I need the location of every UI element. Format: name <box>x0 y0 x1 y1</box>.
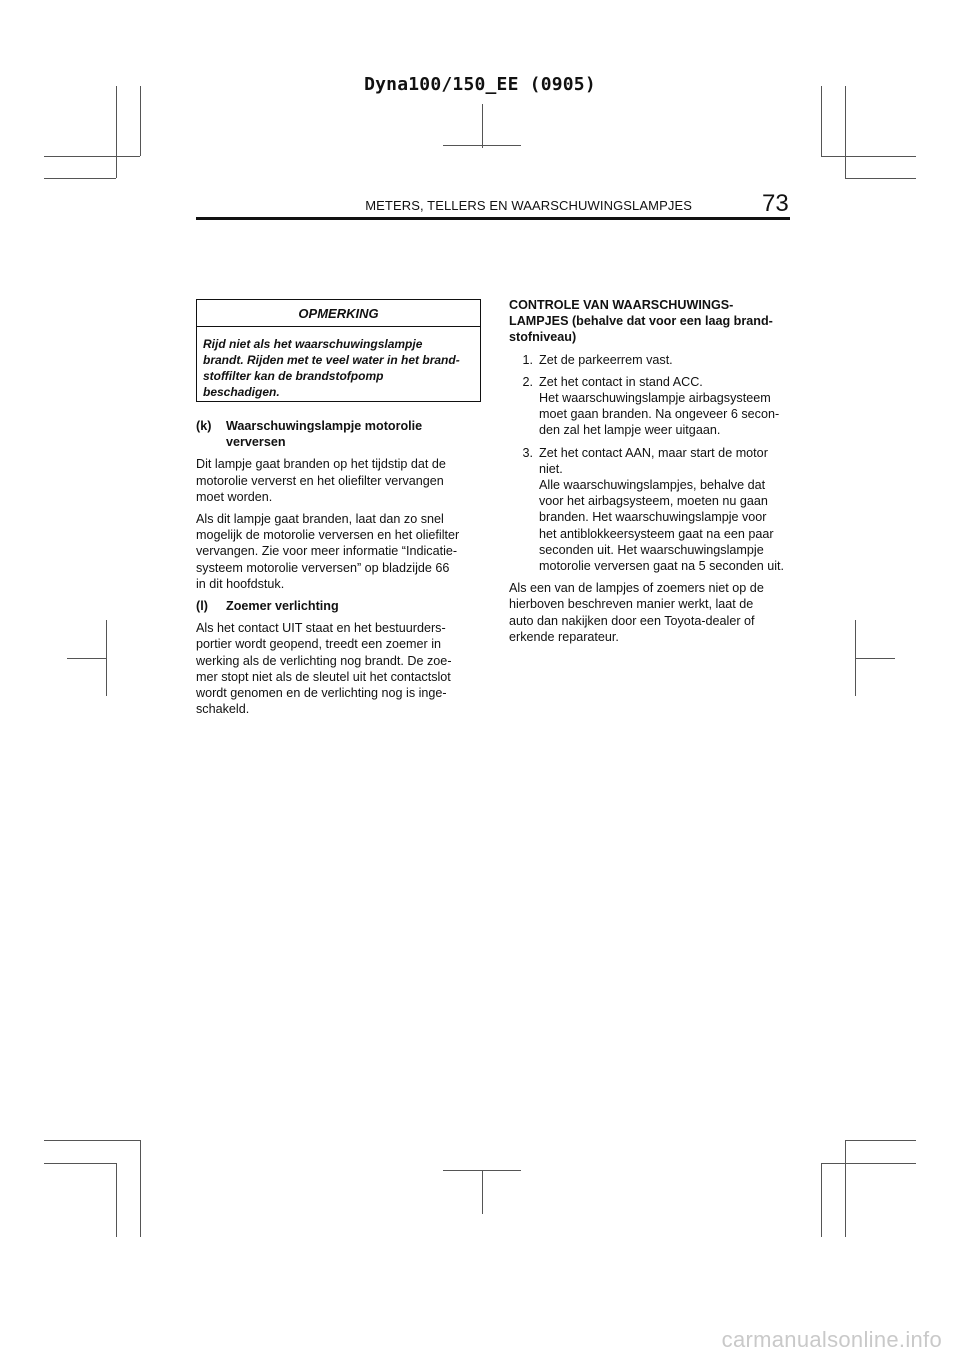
section-k-label: (k) <box>196 419 212 433</box>
step-item <box>509 445 799 575</box>
header-rule <box>196 217 790 220</box>
section-l-title: Zoemer verlichting <box>226 599 339 614</box>
step-text: Zet het contact AAN, maar start de motor niet. Alle waarschuwingslampjes, behalve dat voor het airbagsysteem, moeten nu gaan branden. Het waarschuwingslampje voor het antiblokkeersysteem gaat na een paar seconden uit. Het waarschuwingslampje motorolie verversen gaat na 5 seconden uit. <box>539 445 785 574</box>
section-k-paragraph-1: Dit lampje gaat branden op het tijdstip dat de motorolie ververst en het oliefilter vervangen moet worden. <box>196 457 446 504</box>
step-number: 2. <box>522 374 533 389</box>
note-text: Rijd niet als het waarschuwingslampje brandt. Rijden met te veel water in het brand- stoffilter kan de brandstofpomp beschadigen. <box>203 337 460 399</box>
section-k-heading <box>196 418 486 450</box>
right-column <box>509 297 799 651</box>
watermark: carmanualsonline.info <box>721 1327 942 1352</box>
section-k-title: Waarschuwingslampje motorolie verversen <box>226 419 423 450</box>
closing-paragraph: Als een van de lampjes of zoemers niet op de hierboven beschreven manier werkt, laat de auto dan nakijken door een Toyota-dealer of erkende reparateur. <box>509 581 764 644</box>
section-l-heading <box>196 598 486 614</box>
left-column <box>196 418 486 723</box>
check-section-title: CONTROLE VAN WAARSCHUWINGS- LAMPJES (behalve dat voor een laag brand- stofniveau) <box>509 298 773 345</box>
section-k-paragraph-2: Als dit lampje gaat branden, laat dan zo snel mogelijk de motorolie verversen en het oliefilter vervangen. Zie voor meer informatie “Indicatie- systeem motorolie verversen” op bladzijde 66 in dit hoofdstuk. <box>196 512 460 591</box>
step-number: 3. <box>522 445 533 460</box>
document-code: Dyna100/150_EE (0905) <box>364 74 596 95</box>
section-l-paragraph-1: Als het contact UIT staat en het bestuurders- portier wordt geopend, treedt een zoemer in werking als de verlichting nog brandt. De zoe- mer stopt niet als de sleutel uit het contactslot wordt genomen en de verlichting nog is inge- schakeld. <box>196 621 452 717</box>
page-number: 73 <box>762 190 789 217</box>
step-text: Zet de parkeerrem vast. <box>539 352 673 367</box>
step-item <box>509 352 799 368</box>
step-number: 1. <box>522 352 533 367</box>
section-l-label: (l) <box>196 599 208 614</box>
running-header-title: METERS, TELLERS EN WAARSCHUWINGSLAMPJES <box>365 198 692 213</box>
note-title: OPMERKING <box>298 306 379 321</box>
step-item <box>509 374 799 439</box>
step-text: Zet het contact in stand ACC. Het waarschuwingslampje airbagsysteem moet gaan branden. Na ongeveer 6 secon- den zal het lampje weer uitgaan. <box>539 374 780 438</box>
note-box <box>196 299 481 402</box>
